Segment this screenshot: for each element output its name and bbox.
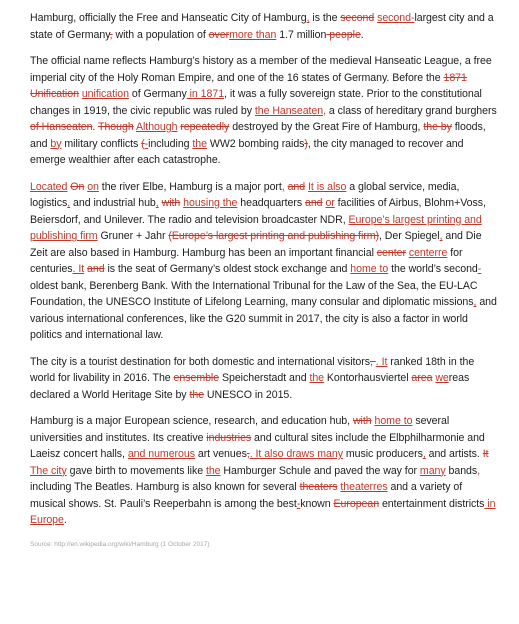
paragraph-economy (30, 179, 497, 344)
inserted-text: - (144, 137, 149, 150)
body-text: and various international conferences, like the G20 summit in 2017, the city is also a factor in world politics and international law. (30, 296, 497, 341)
deleted-text: (Europe’s largest printing and publishing firm) (168, 230, 379, 242)
inserted-text: home to (374, 415, 413, 427)
deleted-text: over (208, 28, 230, 41)
body-text: and industrial hub (70, 197, 156, 209)
inserted-text: many (419, 464, 446, 477)
body-text: oldest bank, Berenberg Bank. With the International Tribunal for the Law of the Sea, the EU-LAC Foundation, the UNESCO Institute of Lifelong Learning, many consular and diplomatic missions (30, 279, 478, 308)
deleted-text: 1871 Unification (30, 71, 467, 100)
deleted-text: the (189, 388, 205, 401)
inserted-text: in Europe (30, 497, 496, 526)
body-text: Hamburg is a major European science, research, and education hub, (30, 415, 353, 427)
body-text: Hamburger Schule and paved the way for (220, 464, 420, 477)
inserted-text: or (325, 197, 335, 209)
body-text: several universities and institutes. Its creative (30, 415, 450, 444)
body-text: destroyed by the Great Fire of Hamburg, (229, 121, 424, 133)
deleted-text: area (411, 372, 433, 384)
deleted-text: repeatedly (180, 121, 230, 133)
body-text: 1.7 million (276, 28, 327, 41)
inserted-text: centerre (408, 246, 448, 259)
body-text: entertainment districts (379, 497, 485, 510)
inserted-text: the Hanseaten, (254, 104, 327, 117)
body-text: The official name reflects Hamburg’s history as a member of the medieval Hanseatic League, a free imperial city of the Holy Roman Empire, and one of the 16 states of Germany. Before the (30, 55, 492, 84)
inserted-text: The city (30, 464, 67, 477)
paragraph-culture (30, 413, 497, 529)
body-text: music producers (342, 448, 423, 460)
inserted-text: housing the (183, 197, 238, 209)
inserted-text: Located (30, 180, 68, 193)
inserted-text: , (281, 180, 285, 193)
deleted-text: of Hanseaten (30, 121, 93, 133)
inserted-text: , (306, 12, 310, 24)
inserted-text: - (296, 497, 301, 510)
deleted-text: second (340, 12, 375, 24)
paragraph-history (30, 53, 497, 169)
body-text: and Die Zeit are also based in Hamburg. Hamburg has been an important financial (30, 230, 482, 259)
body-text: the world’s second (388, 263, 478, 275)
deleted-text: On (70, 180, 85, 193)
inserted-text: , (477, 464, 481, 477)
deleted-text: with (161, 197, 181, 209)
inserted-text: theaterres (340, 481, 388, 493)
body-text: art venues (194, 448, 247, 460)
inserted-text: It is also (308, 180, 347, 193)
inserted-text: by (50, 137, 62, 150)
inserted-text: , (67, 197, 71, 209)
body-text: military conflicts (61, 137, 142, 150)
body-text: a class of hereditary grand burghers (326, 104, 497, 117)
inserted-text: in 1871 (186, 88, 225, 100)
paragraph-intro (30, 10, 497, 43)
body-text: reas declared a World Heritage Site by (30, 372, 470, 401)
deleted-text: , (246, 448, 250, 460)
body-text: Speicherstadt and (219, 372, 310, 384)
inserted-text: . It (72, 263, 85, 275)
deleted-text: and (87, 263, 105, 275)
body-text: a global service, media, logistics (30, 180, 460, 209)
document-body (30, 10, 497, 529)
inserted-text: Europe’s largest printing and publishing firm (30, 213, 482, 242)
inserted-text: , (473, 296, 477, 308)
deleted-text: ensemble (173, 372, 220, 384)
body-text: ranked 18th in the world for livability in 2016. The (30, 355, 475, 384)
body-text: of Germany (128, 88, 187, 100)
deleted-text: industries (206, 431, 252, 444)
body-text: bands (445, 464, 478, 477)
body-text: Hamburg, officially the Free and Hanseatic City of Hamburg (30, 12, 307, 24)
inserted-text: unification (81, 88, 129, 100)
inserted-text: the (309, 372, 325, 384)
body-text: UNESCO in 2015. (204, 388, 293, 401)
deleted-text: It (482, 448, 489, 460)
body-text: is the seat of Germany’s oldest stock exchange and (104, 263, 351, 275)
deleted-text: with (352, 415, 372, 427)
deleted-text: European (333, 497, 380, 510)
body-text: floods, and (30, 121, 486, 150)
body-text: , the city managed to recover and emerge wealthier after each catastrophe. (30, 137, 464, 166)
body-text: . (360, 28, 364, 41)
inserted-text: Although (135, 121, 178, 133)
inserted-text: , (422, 448, 426, 460)
body-text: with a population of (112, 28, 209, 41)
body-text: including The Beatles. Hamburg is also known for several (30, 481, 300, 493)
deleted-text: ) (304, 137, 308, 150)
inserted-text: , (155, 197, 159, 209)
inserted-text: more than (229, 28, 277, 41)
body-text: gave birth to movements like (66, 464, 206, 477)
deleted-text: and (305, 197, 323, 209)
deleted-text: Though (98, 121, 134, 133)
inserted-text: and numerous (127, 448, 195, 460)
inserted-text: we (435, 372, 449, 384)
body-text: Kontorhausviertel (324, 372, 412, 384)
inserted-text: the (192, 137, 207, 150)
deleted-text: , (109, 28, 113, 41)
body-text: and a variety of musical shows. St. Pauli’s Reeperbahn is among the best (30, 481, 463, 510)
inserted-text: the (205, 464, 221, 477)
source-citation: Source: http://en.wikipedia.org/wiki/Hamburg (1 October 2017) (30, 541, 210, 548)
body-text: and cultural sites include the Elbphilharmonie and Laeisz concert halls, (30, 431, 485, 460)
body-text: including (148, 137, 193, 150)
body-text: for centuries (30, 246, 463, 275)
deleted-text: theaters (299, 481, 338, 493)
deleted-text: , (369, 355, 376, 368)
inserted-text: . It also draws many (249, 448, 343, 460)
body-text: the river Elbe, Hamburg is a major port (98, 180, 282, 193)
inserted-text: . It (375, 355, 388, 368)
body-text: headquarters (237, 197, 305, 209)
body-text: WW2 bombing raids (206, 137, 305, 150)
body-text: . (92, 121, 99, 133)
deleted-text: center (376, 246, 406, 259)
inserted-text: on (87, 180, 99, 193)
inserted-text: home to (350, 263, 389, 275)
deleted-text: and (287, 180, 306, 193)
deleted-text: the by (423, 121, 452, 133)
body-text: The city is a tourist destination for both domestic and international visitors (30, 355, 370, 368)
inserted-text: second- (377, 12, 415, 24)
body-text: , it was a fully sovereign state. Prior to the constitutional changes in 1919, the civic republic was ruled by (30, 88, 482, 117)
body-text: known (300, 497, 334, 510)
body-text: facilities of Airbus, Blohm+Voss, Beiersdorf, and Unilever. The radio and television broadcaster NDR, (30, 197, 486, 226)
inserted-text: - (477, 263, 482, 275)
body-text: is the (309, 12, 341, 24)
paragraph-tourism (30, 354, 497, 404)
deleted-text: ( (141, 137, 145, 150)
body-text: and artists. (425, 448, 483, 460)
body-text: largest city and a state of Germany (30, 12, 494, 41)
inserted-text: , (439, 230, 443, 242)
deleted-text: people (326, 28, 361, 41)
body-text: Gruner + Jahr (97, 230, 169, 242)
body-text: , Der Spiegel (378, 230, 440, 242)
body-text: . (63, 514, 67, 526)
